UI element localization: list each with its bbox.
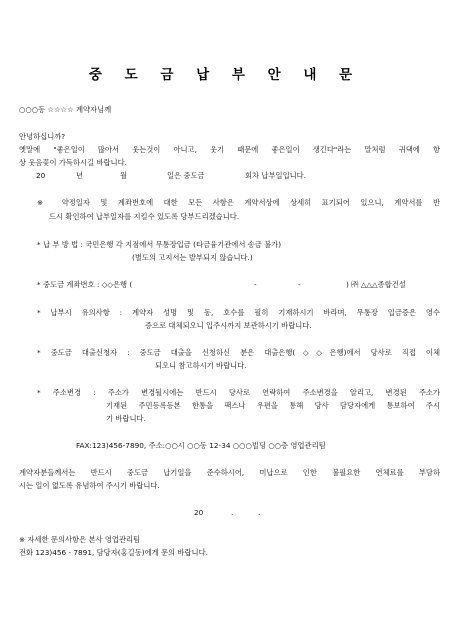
intro-line-1: 옛말에 "좋은일이 많아서 웃는것이 아니고, 웃기 때문에 좋은일이 생긴다"라는 말처럼 귀댁에 항 xyxy=(19,145,440,154)
due-month-unit: 월 xyxy=(120,171,128,180)
address-change-line-3: 기 바랍니다. xyxy=(106,414,146,423)
closing-line-2: 시는 일이 없도록 유념하여 주시기 바랍니다. xyxy=(19,481,160,490)
inquiry-line-2: 전화 123)456 - 7891, 담당자(홍길동)에게 문의 바랍니다. xyxy=(19,548,208,557)
sign-date-sep-2: . xyxy=(258,508,261,517)
closing-line-1: 계약자분들께서는 반드시 중도금 납기일을 준수하시어, 미납으로 인한 불필요한 연체료를 부담하 xyxy=(19,468,440,477)
payment-method-line-2: (별도의 고지서는 발부되지 않습니다.) xyxy=(132,253,253,262)
notice-line-1: ※ 약정일자 및 계좌번호에 대한 모든 사항은 계약서상에 상세히 표기되어 있으니, 계약서를 반 xyxy=(37,198,440,207)
addressee: ○○○동 ☆☆☆☆ 계약자님께 xyxy=(19,105,112,114)
account-label: * 중도금 계좌번호 : ◇◇은행 ( xyxy=(37,280,133,289)
address-change-line-1: * 주소변경 : 주소가 변경될시에는 반드시 당사로 연락하여 주소변경을 알리고, 변경된 주소가 xyxy=(37,388,440,397)
sign-date-sep-1: . xyxy=(231,508,234,517)
loan-line-1: * 중도금 대출신청자 : 중도금 대출을 신청하신 분은 대출은행(◇◇은행)에서 당사로 직접 이체 xyxy=(37,348,440,357)
caution-line-2: 증으로 대체되오니 입주시까지 보관하시기 바랍니다. xyxy=(145,321,312,330)
notice-line-2: 드시 확인하여 납부일자를 지킬수 있도록 당부드리겠습니다. xyxy=(49,212,240,221)
inquiry-line-1: ※ 자세한 문의사항은 본사 영업관리팀 xyxy=(19,535,141,544)
account-dash-1: - xyxy=(254,280,257,289)
payment-method-line-1: * 납 부 방 법 : 국민은행 각 지점에서 무통장입금 (타금융기관에서 송금 불가) xyxy=(37,240,282,249)
loan-line-2: 되오니 참고하시기 바랍니다. xyxy=(155,361,247,370)
due-day-text: 일은 중도금 xyxy=(167,171,205,180)
document-title: 중 도 금 납 부 안 내 문 xyxy=(88,67,362,83)
account-dash-2: - xyxy=(298,280,301,289)
greeting: 안녕하십니까? xyxy=(19,132,66,141)
due-round-unit: 회차 납부일입니다. xyxy=(245,171,307,180)
address-change-line-2: 기재된 주민등록등본 한통을 팩스나 우편을 통해 당사 담당자에게 통보하여 주시 xyxy=(106,401,440,410)
due-year-unit: 년 xyxy=(76,171,84,180)
sign-date-year: 20 xyxy=(194,508,204,517)
due-year-prefix: 20 xyxy=(36,171,46,180)
account-holder: ) ㈜ △△△종합건설 xyxy=(346,280,406,289)
contact-line: FAX:123)456-7890, 주소:○○시 ○○동 12-34 ○○○빌딩 ○○층 영업관리팀 xyxy=(76,441,326,450)
intro-line-2: 상 웃음꽃이 가득하시길 바랍니다. xyxy=(19,158,127,167)
caution-line-1: * 납부시 유의사항 : 계약자 성명 및 동, 호수를 필히 기재하시기 바라며, 무통장 입금증은 영수 xyxy=(37,308,440,317)
